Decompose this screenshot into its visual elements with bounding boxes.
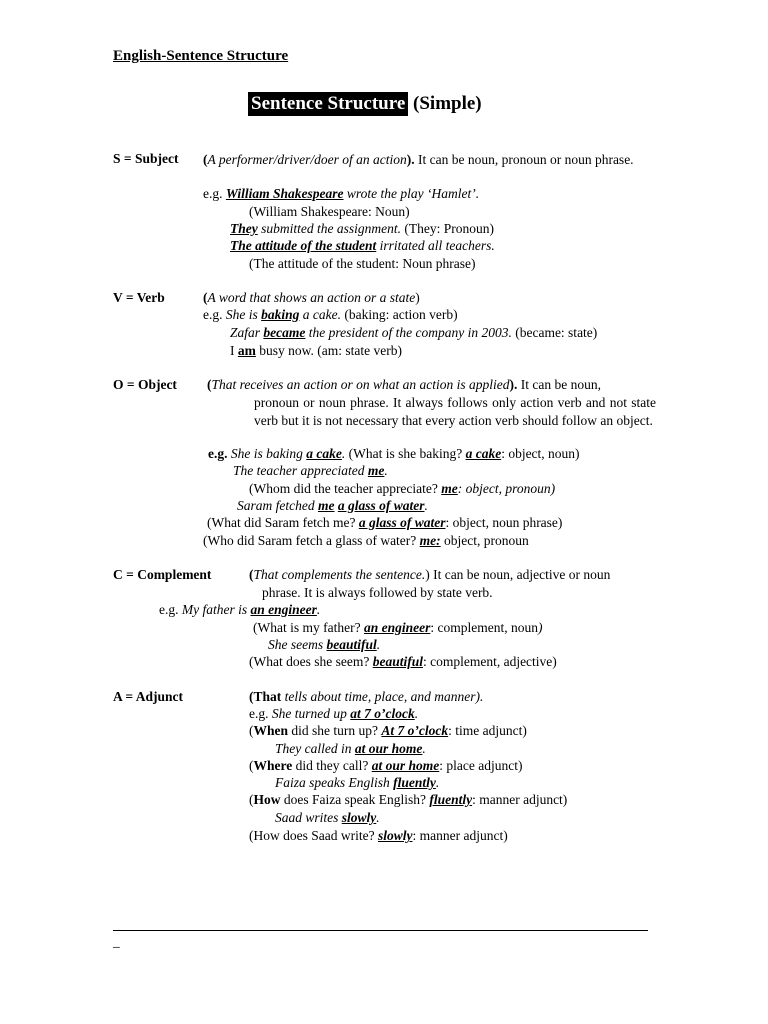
complement-definition-line-2: phrase. It is always followed by state verb. [262, 585, 493, 600]
complement-example-2: She seems beautiful. [268, 637, 381, 652]
complement-example-1: e.g. My father is an engineer. [159, 602, 321, 617]
object-example-3-note-2: (Who did Saram fetch a glass of water? me: object, pronoun [203, 533, 529, 548]
subject-example-1-note: (William Shakespeare: Noun) [249, 204, 410, 219]
object-example-2-note: (Whom did the teacher appreciate? me: object, pronoun) [249, 481, 556, 496]
adjunct-label: A = Adjunct [113, 689, 183, 704]
adjunct-question-2: (Where did they call? at our home: place adjunct) [249, 758, 523, 773]
adjunct-example-1: e.g. She turned up at 7 o’clock. [249, 706, 419, 721]
adjunct-question-1: (When did she turn up? At 7 o’clock: time adjunct) [249, 723, 527, 738]
object-example-3-note-1: (What did Saram fetch me? a glass of water: object, noun phrase) [207, 515, 563, 530]
subject-definition: (A performer/driver/doer of an action). It can be noun, pronoun or noun phrase. [203, 152, 634, 167]
page-title [248, 93, 482, 115]
verb-definition: (A word that shows an action or a state) [203, 290, 420, 305]
verb-example-1: e.g. She is baking a cake. (baking: action verb) [203, 307, 458, 322]
object-label: O = Object [113, 377, 177, 392]
adjunct-definition: (That tells about time, place, and manner). [249, 689, 484, 704]
subject-example-2: They submitted the assignment. (They: Pronoun) [230, 221, 494, 236]
verb-example-3: I am busy now. (am: state verb) [230, 343, 402, 358]
complement-example-1-note: (What is my father? an engineer: complement, noun) [253, 620, 543, 635]
adjunct-question-3: (How does Faiza speak English? fluently: manner adjunct) [249, 792, 568, 807]
adjunct-example-3: Faiza speaks English fluently. [275, 775, 440, 790]
complement-label: C = Complement [113, 567, 212, 582]
object-definition: (That receives an action or on what an action is applied). It can be noun, [207, 377, 601, 392]
verb-example-2: Zafar became the president of the company in 2003. (became: state) [230, 325, 598, 340]
verb-label: V = Verb [113, 290, 165, 305]
page-title-rest: (Simple) [408, 93, 482, 114]
complement-example-2-note: (What does she seem? beautiful: complement, adjective) [249, 654, 557, 669]
object-example-3: Saram fetched me a glass of water. [237, 498, 428, 513]
object-example-1: e.g. She is baking a cake. (What is she baking? a cake: object, noun) [208, 446, 580, 461]
page-title-highlight: Sentence Structure [248, 92, 408, 116]
subject-example-1: e.g. William Shakespeare wrote the play ‘Hamlet’. [203, 186, 480, 201]
footer-mark: _ [113, 934, 120, 949]
adjunct-example-2: They called in at our home. [275, 741, 426, 756]
subject-label: S = Subject [113, 151, 179, 166]
document-header-title: English-Sentence Structure [113, 48, 289, 64]
adjunct-question-4: (How does Saad write? slowly: manner adjunct) [249, 828, 508, 843]
subject-example-3-note: (The attitude of the student: Noun phrase) [249, 256, 476, 271]
footer-rule [113, 930, 648, 931]
object-example-2: The teacher appreciated me. [233, 463, 388, 478]
subject-example-3: The attitude of the student irritated all teachers. [230, 238, 495, 253]
object-explanation: pronoun or noun phrase. It always follows only action verb and not state verb but it is not necessary that every action verb should follow an object. [254, 395, 656, 428]
adjunct-example-4: Saad writes slowly. [275, 810, 380, 825]
complement-definition: (That complements the sentence.) It can be noun, adjective or noun [249, 567, 611, 582]
